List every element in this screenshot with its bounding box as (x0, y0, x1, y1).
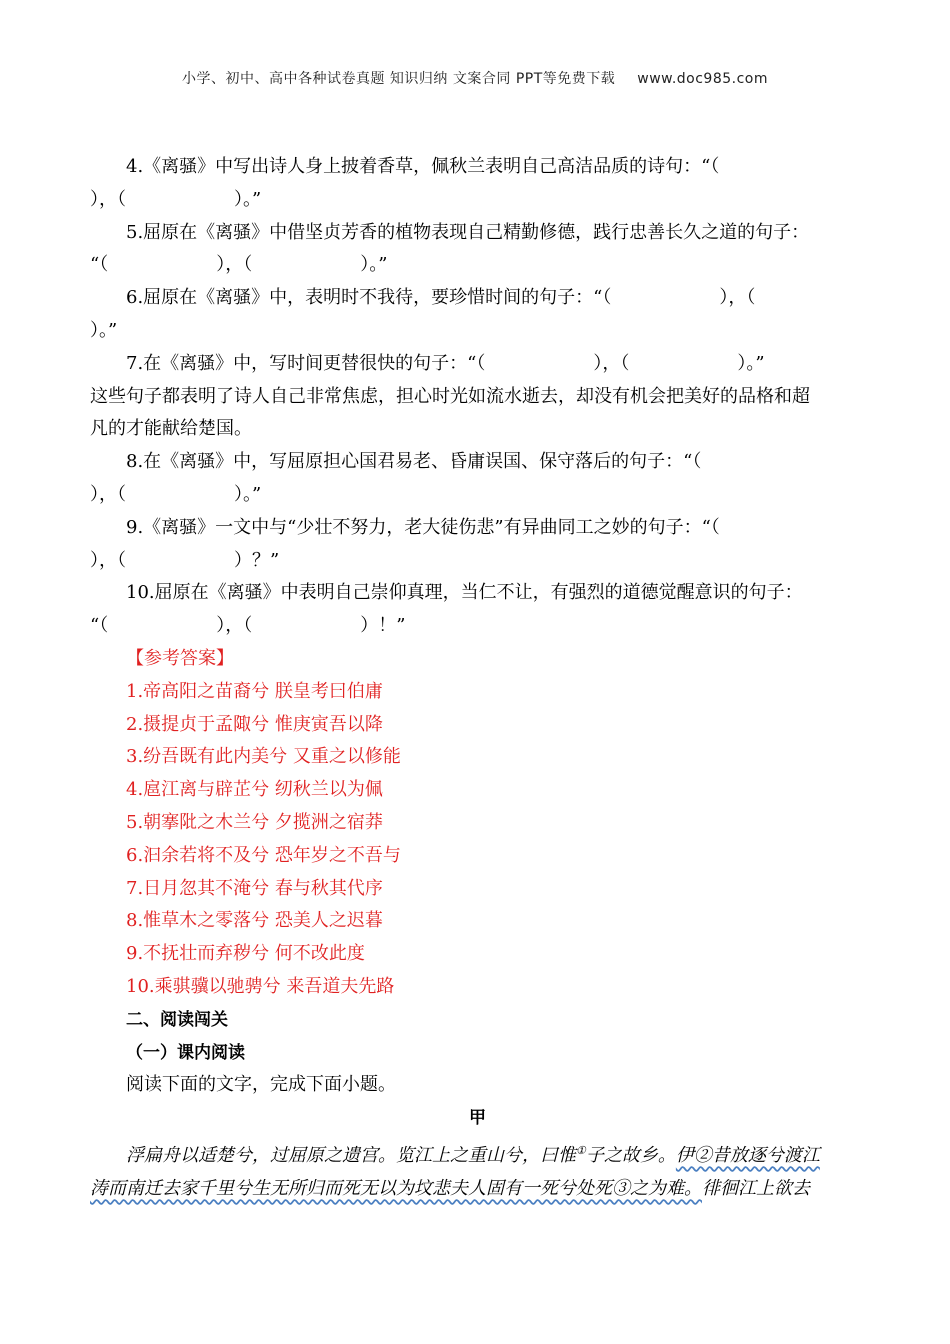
passage-line-2-underlined: 涛而南迁去家千里兮生无所归而死无以为坟悲夫人固有一死兮处死③之为难。 (90, 1177, 702, 1199)
subsection-heading: （一）课内阅读 (126, 1042, 245, 1063)
answer-8: 8.惟草木之零落兮 恐美人之迟暮 (126, 910, 383, 932)
passage-line-1-underlined: 伊②昔放逐兮渡江 (675, 1144, 820, 1166)
section-heading: 二、阅读闯关 (126, 1009, 228, 1030)
question-8-line-2: ），（ ）。” (90, 483, 262, 505)
document-body (90, 151, 865, 1206)
question-7-line-2: 这些句子都表明了诗人自己非常焦虑，担心时光如流水逝去，却没有机会把美好的品格和超 (90, 385, 810, 407)
page-header (0, 68, 950, 88)
answer-5: 5.朝搴阰之木兰兮 夕揽洲之宿莽 (126, 811, 383, 833)
question-9-line-1: 9.《离骚》一文中与“少壮不努力，老大徒伤悲”有异曲同工之妙的句子：“（ (126, 516, 720, 538)
answer-6: 6.汩余若将不及兮 恐年岁之不吾与 (126, 844, 401, 866)
question-4-line-1: 4.《离骚》中写出诗人身上披着香草，佩秋兰表明自己高洁品质的诗句：“（ (126, 156, 720, 177)
passage-line-1-b: 子之故乡。 (585, 1144, 676, 1166)
header-text: 小学、初中、高中各种试卷真题 知识归纳 文案合同 PPT等免费下载 (181, 71, 616, 87)
question-7-line-1: 7.在《离骚》中，写时间更替很快的句子：“（ ），（ ）。” (126, 352, 765, 374)
question-5-line-1: 5.屈原在《离骚》中借坚贞芳香的植物表现自己精勤修德，践行忠善长久之道的句子： (126, 221, 810, 243)
answer-10: 10.乘骐骥以驰骋兮 来吾道夫先路 (126, 975, 395, 997)
footnote-1-marker: ① (576, 1143, 586, 1157)
passage-title: 甲 (469, 1108, 486, 1129)
passage-line-2 (90, 1173, 865, 1206)
answer-2: 2.摄提贞于孟陬兮 惟庚寅吾以降 (126, 713, 383, 735)
header-url[interactable]: www.doc985.com (637, 71, 769, 87)
question-8-line-1: 8.在《离骚》中，写屈原担心国君易老、昏庸误国、保守落后的句子：“（ (126, 451, 702, 473)
question-6-line-2: ）。” (90, 319, 118, 341)
passage-line-1 (90, 1135, 865, 1173)
answers-title: 【参考答案】 (126, 647, 234, 669)
answer-9: 9.不抚壮而弃秽兮 何不改此度 (126, 943, 365, 965)
answer-7: 7.日月忽其不淹兮 春与秋其代序 (126, 877, 383, 899)
answer-1: 1.帝高阳之苗裔兮 朕皇考曰伯庸 (126, 680, 383, 702)
answer-4: 4.扈江离与辟芷兮 纫秋兰以为佩 (126, 779, 383, 801)
question-10-line-2: “（ ），（ ）！” (90, 615, 406, 637)
question-6-line-1: 6.屈原在《离骚》中，表明时不我待，要珍惜时间的句子：“（ ），（ (126, 287, 756, 309)
passage-line-2-b: 徘徊江上欲去 (702, 1177, 810, 1199)
question-10-line-1: 10.屈原在《离骚》中表明自己崇仰真理，当仁不让，有强烈的道德觉醒意识的句子： (126, 582, 803, 604)
question-4-line-2: ），（ ）。” (90, 188, 262, 210)
instruction-text: 阅读下面的文字，完成下面小题。 (126, 1074, 396, 1096)
question-5-line-2: “（ ），（ ）。” (90, 254, 388, 276)
answer-3: 3.纷吾既有此内美兮 又重之以修能 (126, 746, 401, 768)
question-7-line-3: 凡的才能献给楚国。 (90, 418, 252, 440)
passage-line-1-a: 浮扁舟以适楚兮，过屈原之遗宫。览江上之重山兮，曰惟 (126, 1144, 576, 1166)
question-9-line-2: ），（ ）？” (90, 549, 280, 571)
